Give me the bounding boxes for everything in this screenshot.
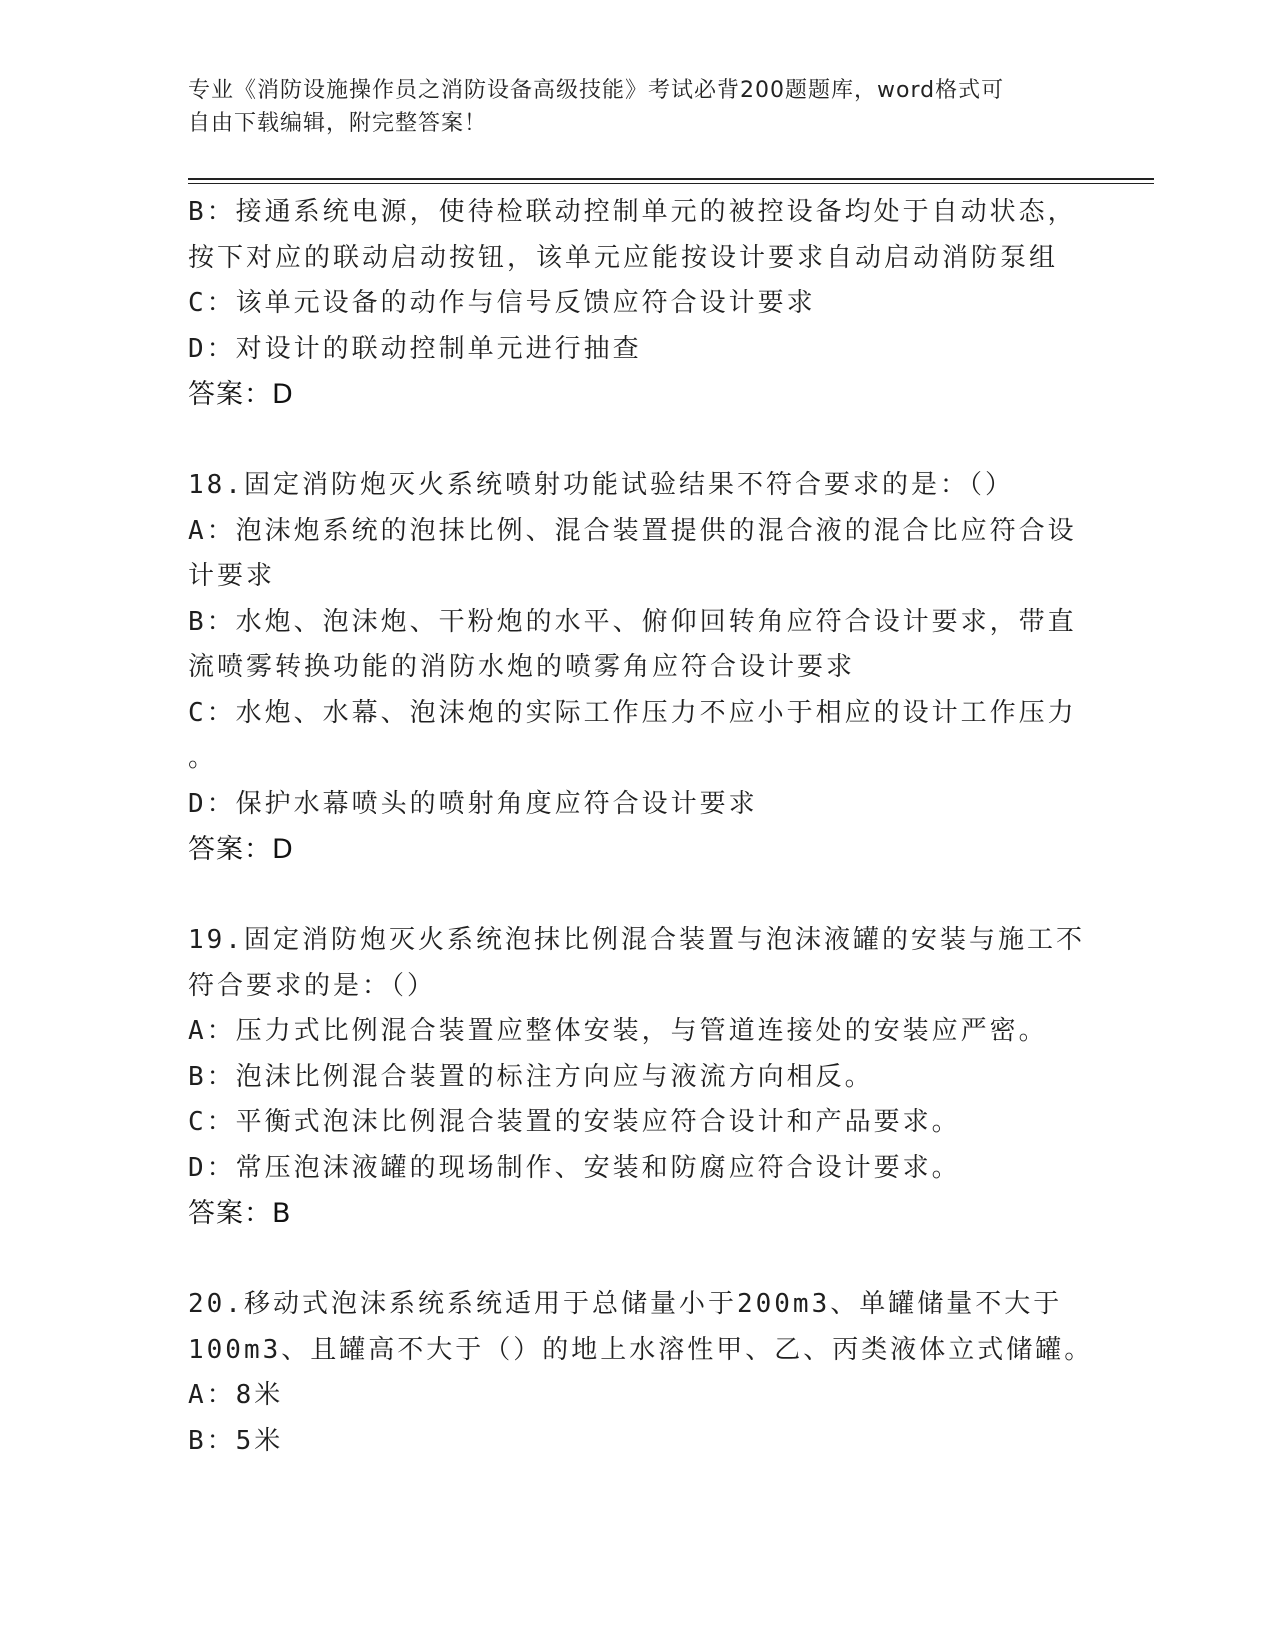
option-a: A：8米 (188, 1380, 284, 1410)
option-b: B：水炮、泡沫炮、干粉炮的水平、俯仰回转角应符合设计要求，带直 (188, 606, 1077, 637)
header-rule-thin (188, 183, 1154, 184)
option-a-continued: 计要求 (188, 561, 276, 591)
answer-19: 答案：B (188, 1198, 292, 1229)
answer-18: 答案：D (188, 834, 294, 865)
spacer (188, 418, 1068, 464)
option-c-continued: 。 (188, 743, 218, 773)
question-17-continued (188, 190, 1077, 418)
header-line-2: 自由下载编辑，附完整答案！ (188, 111, 488, 136)
question-19 (188, 918, 1085, 1237)
option-b: B：接通系统电源，使待检联动控制单元的被控设备均处于自动状态， (188, 197, 1077, 227)
question-stem-continued: 符合要求的是：（） (188, 970, 437, 1001)
option-b: B：泡沫比例混合装置的标注方向应与液流方向相反。 (188, 1061, 874, 1092)
question-stem: 20.移动式泡沫系统系统适用于总储量小于200m3、单罐储量不大于 (188, 1289, 1063, 1319)
spacer (188, 873, 1068, 919)
option-a: A：泡沫炮系统的泡抹比例、混合装置提供的混合液的混合比应符合设 (188, 515, 1077, 546)
question-stem: 19.固定消防炮灭火系统泡抹比例混合装置与泡沫液罐的安装与施工不 (188, 925, 1085, 955)
option-c: C：平衡式泡沫比例混合装置的安装应符合设计和产品要求。 (188, 1107, 961, 1137)
option-b: B：5米 (188, 1425, 284, 1456)
option-c: C：水炮、水幕、泡沫炮的实际工作压力不应小于相应的设计工作压力 (188, 697, 1077, 728)
page-header (188, 74, 1088, 140)
answer-17: 答案：D (188, 379, 294, 410)
spacer (188, 1237, 1068, 1283)
question-stem-continued: 100m3、且罐高不大于（）的地上水溶性甲、乙、丙类液体立式储罐。 (188, 1334, 1094, 1365)
option-c: C：该单元设备的动作与信号反馈应符合设计要求 (188, 288, 816, 318)
option-d: D：保护水幕喷头的喷射角度应符合设计要求 (188, 788, 758, 819)
option-d: D：常压泡沫液罐的现场制作、安装和防腐应符合设计要求。 (188, 1152, 961, 1183)
option-d: D：对设计的联动控制单元进行抽查 (188, 333, 642, 364)
document-body (188, 190, 1094, 1464)
question-stem: 18.固定消防炮灭火系统喷射功能试验结果不符合要求的是：（） (188, 470, 1014, 500)
header-line-1: 专业《消防设施操作员之消防设备高级技能》考试必背200题题库，word格式可 (188, 78, 1005, 103)
header-rule-thick (188, 178, 1154, 180)
option-b-continued: 流喷雾转换功能的消防水炮的喷雾角应符合设计要求 (188, 652, 856, 682)
question-20 (188, 1282, 1094, 1464)
question-18 (188, 463, 1077, 873)
option-a: A：压力式比例混合装置应整体安装，与管道连接处的安装应严密。 (188, 1016, 1048, 1046)
option-b-continued: 按下对应的联动启动按钮，该单元应能按设计要求自动启动消防泵组 (188, 242, 1059, 273)
